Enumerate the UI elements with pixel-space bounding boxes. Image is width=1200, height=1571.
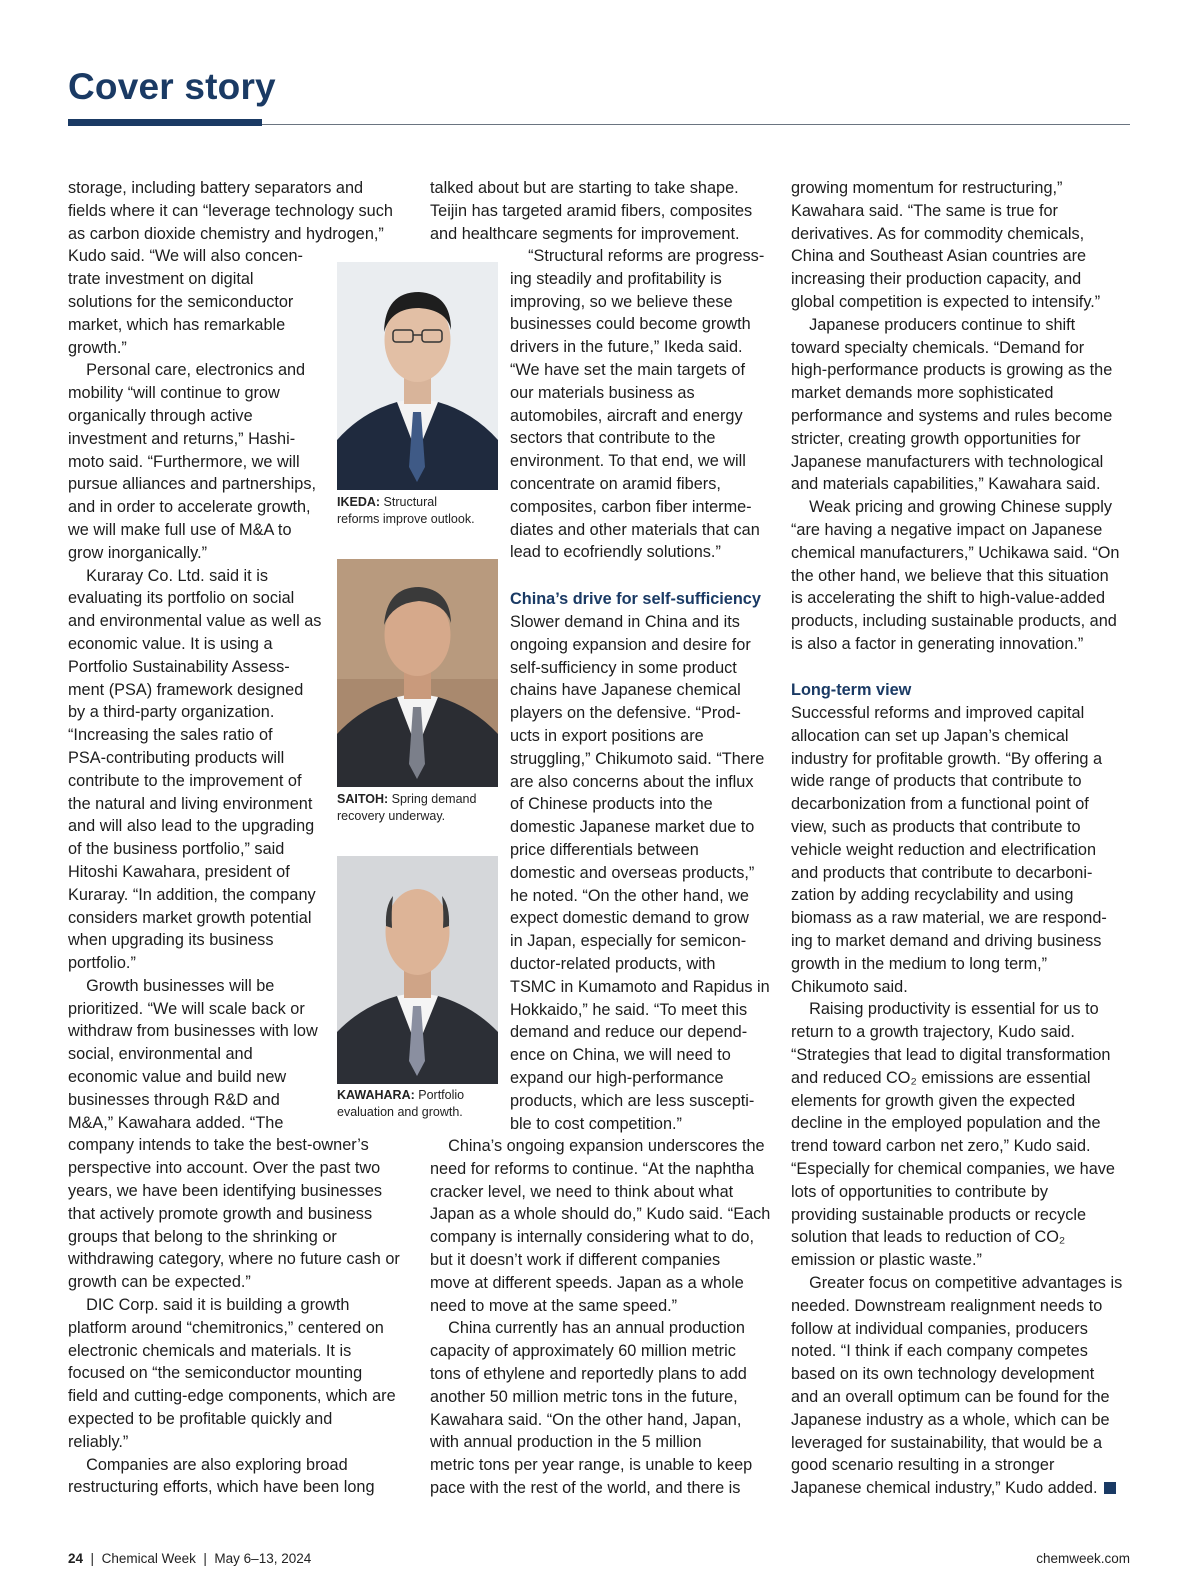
end-of-story-mark (1104, 1482, 1116, 1494)
header-accent-bar (68, 119, 262, 126)
column-2-china-text: Slower demand in China and its ongoing expansion and desire for self-sufficiency in some product chains have Japanese chemical players on the defensive. “Prod- ucts in export positions are struggling,” Chikumoto said. “There are also concerns about the influx of Chinese products into the domestic Japanese market due to price differentials between domestic and overseas products,” he noted. “On the other hand, we expect domestic demand to grow in Japan, especially for semicon- ductor-related products, with TSMC in Kumamoto and Rapidus in Hokkaido,” he said. “To meet this demand and reduce our depend- ence on China, we will need to expand our high-performance products, which are less suscepti- ble to cost competition.” (510, 613, 770, 1133)
subhead-long-term: Long-term view (791, 681, 912, 699)
column-2-ikeda-quote: “Structural reforms are progress- ing steadily and profitability is improving, so we believe these businesses could become growth drivers in the future,” Ikeda said. “We have set the main targets of our materials business as automobiles, aircraft and energy sectors that contribute to the environment. To that end, we will concentrate on aramid fibers, composites, carbon fiber interme- diates and other materials that can lead to ecofriendly solutions.” (510, 247, 765, 562)
portrait-ikeda (337, 262, 498, 490)
column-3-text: growing momentum for restructuring,” Kawahara said. “The same is true for derivatives. As for commodity chemicals, China and Southeast Asian countries are increasing their production capacity, and global competition is expected to intensify.” Japanese producers continue to shift toward specialty chemicals. “Demand for high-performance products is growing as the market demands more sophisticated performance and systems and rules become stricter, creating growth opportunities for Japanese manufacturers with technological and materials capabilities,” Kawahara said. Weak pricing and growing Chinese supply “are having a negative impact on Japanese chemical manufacturers,” Uchikawa said. “On the other hand, we believe that this situation is accelerating the shift to high-value-added products, including sustainable products, and is also a factor in generating innovation.” (791, 179, 1120, 653)
page-number: 24 (68, 1551, 84, 1566)
column-2-closing: China’s ongoing expansion underscores the need for reforms to continue. “At the naphtha cracker level, we need to think about what Japan as a whole should do,” Kudo said. “Each company is internally considering what to do, but it doesn’t work if different companies move at different speeds. Japan as a whole need to move at the same speed.” China currently has an annual production capacity of approximately 60 million metric tons of ethylene and reportedly plans to add another 50 million metric tons in the future, Kawahara said. “On the other hand, Japan, with annual production in the 5 million metric tons per year range, is unable to keep pace with the rest of the world, and there is (430, 1137, 771, 1497)
caption-kawahara-name: KAWAHARA: (337, 1088, 415, 1102)
caption-ikeda-text: Structural reforms improve outlook. (337, 495, 475, 526)
page-footer (68, 1551, 311, 1566)
website-link[interactable]: chemweek.com (1036, 1551, 1130, 1566)
subhead-china: China’s drive for self-sufficiency (510, 590, 761, 608)
footer-separator-1: | (90, 1551, 95, 1566)
column-1-text: storage, including battery separators and fields where it can “leverage technology such as carbon dioxide chemistry and hydrogen,” Kudo said. “We will also concen- trate investment on digital solutions for the semiconductor market, which has remarkable growth.” Personal care, electronics and mobility “will continue to grow organically through active investment and returns,” Hashi- moto said. “Furthermore, we will pursue alliances and partnerships, and in order to accelerate growth, we will make full use of M&A to grow inorganically.” Kuraray Co. Ltd. said it is evaluating its portfolio on social and environmental value as well as economic value. It is using a Portfolio Sustainability Assess- ment (PSA) framework designed by a third-party organization. “Increasing the sales ratio of PSA-contributing products will contribute to the improvement of the natural and living environment and will also lead to the upgrading of the business portfolio,” said Hitoshi Kawahara, president of Kuraray. “In addition, the company considers market growth potential when upgrading its business portfolio.” Growth businesses will be prioritized. “We will scale back or withdraw from businesses with low social, environmental and economic value and build new businesses through R&D and M&A,” Kawahara added. “The company intends to take the best-owner’s perspective into account. Over the past two years, we have been identifying businesses that actively promote growth and business groups that belong to the shrinking or withdrawing category, where no future cash or growth can be expected.” DIC Corp. said it is building a growth platform around “chemitronics,” centered on electronic chemicals and materials. It is focused on “the semiconductor mounting field and cutting-edge components, which are expected to be profitable quickly and reliably.” Companies are also exploring broad restructuring efforts, which have been long (68, 179, 400, 1497)
caption-saitoh-name: SAITOH: (337, 792, 389, 806)
issue-date: May 6–13, 2024 (214, 1551, 312, 1566)
footer-separator-2: | (203, 1551, 207, 1566)
publication-name: Chemical Week (101, 1551, 196, 1566)
portrait-saitoh (337, 559, 498, 787)
caption-kawahara-text: Portfolio evaluation and growth. (337, 1088, 465, 1119)
caption-kawahara (337, 1087, 464, 1120)
caption-saitoh (337, 791, 476, 824)
portrait-kawahara (337, 856, 498, 1084)
section-title: Cover story (68, 66, 276, 107)
caption-ikeda-name: IKEDA: (337, 495, 381, 509)
caption-ikeda (337, 494, 475, 527)
column-3-long-term-text: Successful reforms and improved capital allocation can set up Japan’s chemical industry for profitable growth. “By offering a wide range of products that contribute to decarbonization from a functional point of view, such as products that contribute to vehicle weight reduction and electrification and products that contribute to decarboni- zation by adding recyclability and using biomass as a raw material, we are respond- ing to market demand and driving business growth in the medium to long term,” Chikumoto said. Raising productivity is essential for us to return to a growth trajectory, Kudo said. “Strategies that lead to digital transformation and reduced CO₂ emissions are essential elements for growth given the expected decline in the employed population and the trend toward carbon net zero,” Kudo said. “Especially for chemical companies, we have lots of opportunities to contribute by providing sustainable products or recycle solution that leads to reduction of CO₂ emission or plastic waste.” Greater focus on competitive advantages is needed. Downstream realignment needs to follow at individual companies, producers noted. “I think if each company competes based on its own technology development and an overall optimum can be found for the Japanese industry as a whole, which can be leveraged for sustainability, that would be a good scenario resulting in a stronger Japanese chemical industry,” Kudo added. (791, 704, 1123, 1498)
caption-saitoh-text: Spring demand recovery underway. (337, 792, 477, 823)
column-2-intro: talked about but are starting to take shape. Teijin has targeted aramid fibers, composites and healthcare segments for improvement. (430, 179, 753, 243)
